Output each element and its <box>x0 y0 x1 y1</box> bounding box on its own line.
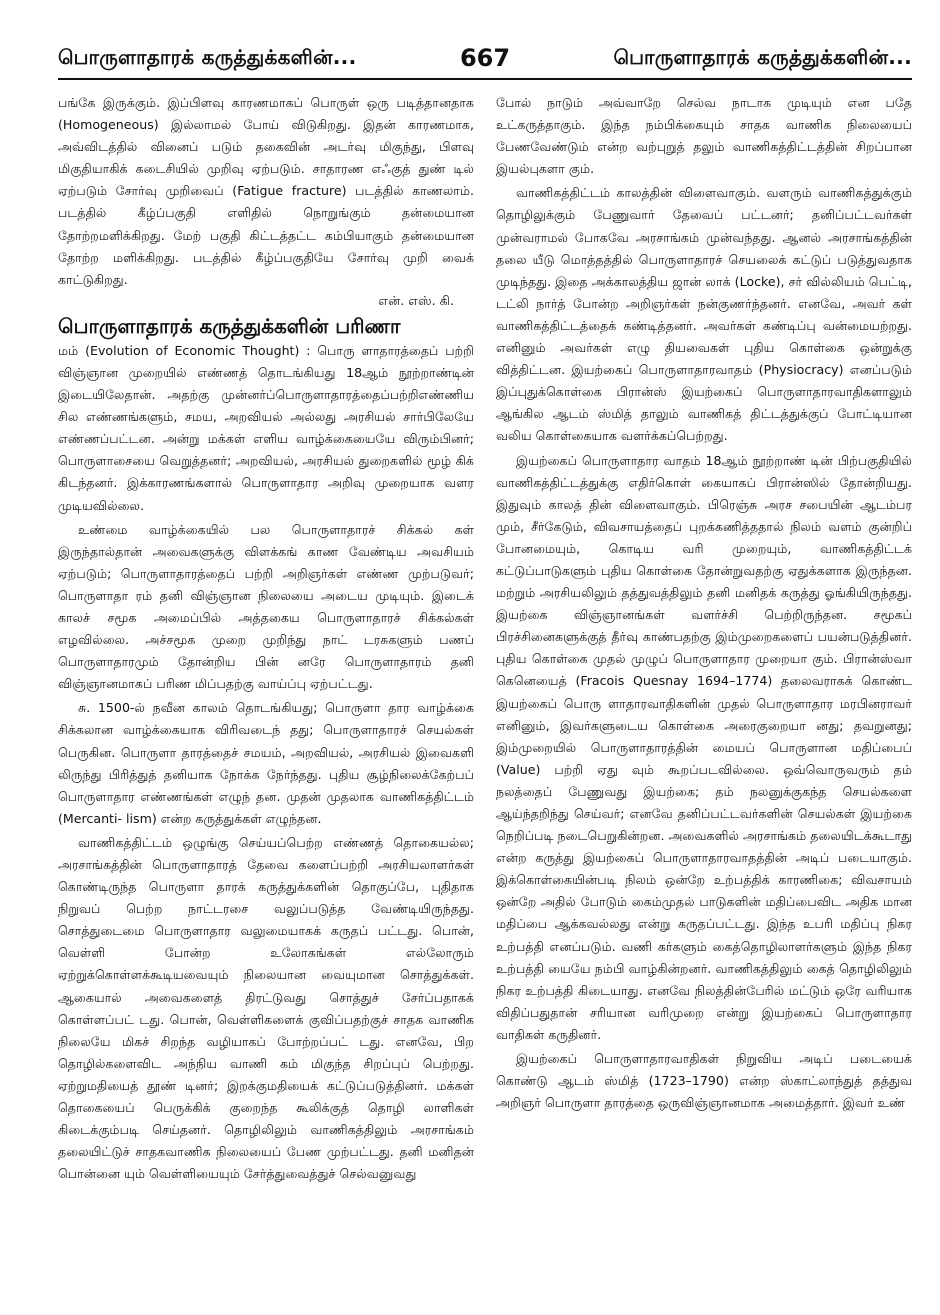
page-header <box>58 38 912 80</box>
paragraph: போல் நாடும் அவ்வாறே செல்வ நாடாக முடியும் என பதே உட்கருத்தாகும். இந்த நம்பிக்கையும் சாதக வாணிக நிலையைப் பேணவேண்டும் என்ற வற்புறுத் தலும் வாணிகத்திட்டத்தின் சிறப்பான இயல்புகளா கும். <box>496 95 912 177</box>
paragraph: வாணிகத்திட்டம் ஒழுங்கு செய்யப்பெற்ற எண்ணத் தொகையல்ல; அரசாங்கத்தின் பொருளாதாரத் தேவை களைப்பற்றி அரசியலாளர்கள் கொண்டிருந்த பொருளா தாரக் கருத்துக்களின் தொகுப்பே, புதிதாக நிறுவப் பெற்ற நாட்டரசை வலுப்படுத்த வேண்டியிருந்தது. சொத்துடைமை பொருளாதார வலுமையாகக் கருதப் பட்டது. பொன், வெள்ளி போன்ற உலோகங்கள் எல்லோரும் ஏற்றுக்கொள்ளக்கூடியவையும் நிலையான வையுமான சொத்துக்கள். ஆகையால் அவைகளைத் திரட்டுவது சொத்துச் சேர்ப்பதாகக் கொள்ளப்பட் டது. பொன், வெள்ளிகளைக் குவிப்பதற்குச் சாதக வாணிக நிலையே மிகச் சிறந்த வழியாகப் போற்றப்பட் டது. எனவே, பிற தொழில்களைவிட அந்நிய வாணி கம் மிகுந்த சிறப்புப் பெற்றது. ஏற்றுமதியைத் தூண் டினர்; இறக்குமதியைக் கட்டுப்படுத்தினர். மக்கள் தொகையைப் பெருக்கிக் குறைந்த கூலிக்குத் தொழி லாளிகள் கிடைக்கும்படி செய்தனர். தொழிலிலும் வாணிகத்திலும் அரசாங்கம் தலையிட்டுச் சாதகவாணிக நிலையைப் பேண முற்பட்டது. தனி மனிதன் பொன்னை யும் வெள்ளியையும் சேர்த்துவைத்துச் செல்வனுவது <box>58 834 474 1182</box>
paragraph: இயற்கைப் பொருளாதார வாதம் 18ஆம் நூற்றாண் டின் பிற்பகுதியில் வாணிகத்திட்டத்துக்கு எதிர்கொள் கையாகப் பிரான்ஸில் தோன்றியது. இதுவும் காலத் தின் விளைவாகும். பிரெஞ்சு அரச சபையின் ஆடம்பர மும், சீர்கேடும், விவசாயத்தைப் புறக்கணித்ததால் நிலம் வளம் குன்றிப் போனமையும், கொடிய வரி முறையும், வாணிகத்திட்டக் கட்டுப்பாடுகளும் புதிய கொள்கை தோன்றுவதற்கு ஏதுக்களாக இருந்தன. மற்றும் அரசியலிலும் தத்துவத்திலும் தனி மனிதக் கருத்து ஓங்கியிருந்தது. இயற்கை விஞ்ஞானங்கள் வளர்ச்சி பெற்றிருந்தன. சமூகப் பிரச்சினைகளுக்குத் தீர்வு காண்பதற்கு இம்முறைகளைப் பயன்படுத்தினர். புதிய கொள்கை முதல் முழுப் பொருளாதார முறையா கும். பிரான்ஸ்வா கெனெயைத் (Fracois Quesnay 1694–1774) தலைவராகக் கொண்ட இயற்கைப் பொரு ளாதாரவாதிகளின் முதல் பொருளாதார மரபினராவர் எனினும், இவர்களுடைய கொள்கை அரைகுறையா னது; தவறுனது; இம்முறையில் பொருளாதாரத்தின் மையப் பொருளான மதிப்பைப் (Value) பற்றி ஏது வும் கூறப்படவில்லை. ஒவ்வொருவரும் தம் நலத்தைப் பேணுவது இயற்கை; தம் நலனுக்குகந்த செயல்களை ஆய்ந்தறிந்து செய்வர்; எனவே தனிப்பட்டவர்களின் செயல்கள் இயற்கை நெறிப்படி நடைபெறுகின்றன. அவைகளில் அரசாங்கம் தலையிடக்கூடாது என்ற கருத்து இயற்கைப் பொருளாதாரவாதத்தின் அடிப் படையாகும். இக்கொள்கையின்படி நிலம் ஒன்றே உற்பத்திக் காரணிகை; விவசாயம் ஒன்றே அதில் போடும் கைம்முதல் பாடுகளின் மதிப்பைவிட அதிக மான மதிப்பை ஆக்கவல்லது என்று கருதப்பட்டது. இந்த உபரி மதிப்பு நிகர உற்பத்தி எனப்படும். வணி கர்களும் கைத்தொழிலாளர்களும் இந்த நிகர உற்பத்தி யையே நம்பி வாழ்கின்றனர். வாணிகத்திலும் கைத் தொழிலிலும் நிகர உற்பத்தி கிடையாது. எனவே நிலத்தின்பேரில் மட்டும் ஒரே வரியாக விதிப்பதுதான் சரியான வரிமுறை என்று இயற்கைப் பொருளாதார வாதிகள் கருதினர். <box>496 452 912 1042</box>
author-signature: என். எஸ். கி. <box>378 292 454 308</box>
running-title-left: பொருளாதாரக் கருத்துக்களின்... <box>58 44 357 69</box>
paragraph: இயற்கைப் பொருளாதாரவாதிகள் நிறுவிய அடிப் படையைக் கொண்டு ஆடம் ஸ்மித் (1723–1790) என்ற ஸ்காட்லாந்துத் தத்துவ அறிஞர் பொருளா தாரத்தை ஒருவிஞ்ஞானமாக அமைத்தார். இவர் உண் <box>496 1051 912 1111</box>
entry-title: பொருளாதாரக் கருத்துக்களின் பரிணா <box>58 313 401 338</box>
paragraph: மம் (Evolution of Economic Thought) : பொரு ளாதாரத்தைப் பற்றி விஞ்ஞான முறையில் எண்ணத் தொடங்கியது 18ஆம் நூற்றாண்டின் இடையிலேதான். அதற்கு முன்னர்ப்பொருளாதாரத்தைப்பற்றிஎண்ணிய சில எண்ணங்களும், சமய, அறவியல் அல்லது அரசியல் சார்பிலேயே எண்ணப்பட்டன. அன்று மக்கள் எளிய வாழ்க்கையையே விரும்பினர்; பொருளாசையை வெறுத்தனர்; அறவியல், அரசியல் துறைகளில் மூழ் கிக் கிடந்தனர். இக்காரணங்களால் பொருளாதார அறிவு முறையாக வளர முடியவில்லை. <box>58 342 474 513</box>
paragraph: பங்கே இருக்கும். இப்பிளவு காரணமாகப் பொருள் ஒரு படித்தானதாக (Homogeneous) இல்லாமல் போய் விடுகிறது. இதன் காரணமாக, அவ்விடத்தில் வினைப் படும் தகைவின் அடர்வு மிகுந்து, பிளவு மிகுதியாகிக் கடைசியில் முறிவு ஏற்படும். சாதாரண எஃகுத் துண் டில் ஏற்படும் சோர்வு முறிவைப் (Fatigue fracture) படத்தில் காணலாம். படத்தில் கீழ்ப்பகுதி எளிதில் நொறுங்கும் தன்மையான தோற்றமளிக்கிறது. மேற் பகுதி கிட்டத்தட்ட கம்பியாகும் தன்மையான தோற்ற மளிக்கிறது. படத்தில் கீழ்ப்பகுதியே சோர்வு முறி வைக் காட்டுகிறது. <box>58 95 474 287</box>
page-number: 667 <box>459 44 511 72</box>
paragraph: உண்மை வாழ்க்கையில் பல பொருளாதாரச் சிக்கல் கள் இருந்தால்தான் அவைகளுக்கு விளக்கங் காண வேண்டிய அவசியம் ஏற்படும்; பொருளாதாரத்தைப் பற்றி அறிஞர்கள் எண்ண முற்படுவர்; பொருளாதா ரம் தனி விஞ்ஞான நிலையை அடைய முடியும். இடைக் காலச் சமூக அமைப்பில் அத்தகைய பொருளாதாரச் சிக்கல்கள் எழவில்லை. அச்சமூக முறை முறிந்து நாட் டரசுகளும் பணப் பொருளாதாரமும் தோன்றிய பின் னரே பொருளாதாரம் தனி விஞ்ஞானமாகப் பரிண மிப்பதற்கு வாய்ப்பு ஏற்பட்டது. <box>58 521 474 692</box>
paragraph: சு. 1500-ல் நவீன காலம் தொடங்கியது; பொருளா தார வாழ்க்கை சிக்கலான வாழ்க்கையாக விரிவடைந் தது; பொருளாதாரச் செயல்கள் பெருகின. பொருளா தாரத்தைச் சமயம், அறவியல், அரசியல் இவைகளி லிருந்து பிரித்துத் தனியாக நோக்க நேர்ந்தது. புதிய சூழ்நிலைக்கேற்பப் பொருளாதார எண்ணங்கள் எழுந் தன. முதன் முதலாக வாணிகத்திட்டம் (Mercanti- lism) என்ற கருத்துக்கள் எழுந்தன. <box>58 700 474 826</box>
left-column <box>58 92 474 1307</box>
text-columns <box>58 92 912 1307</box>
running-title-right: பொருளாதாரக் கருத்துக்களின்... <box>613 44 912 69</box>
right-column <box>496 92 912 1307</box>
paragraph: வாணிகத்திட்டம் காலத்தின் விளைவாகும். வளரும் வாணிகத்துக்கும் தொழிலுக்கும் பேணுவார் தேவைப் பட்டனர்; தனிப்பட்டவர்கள் முன்வராமல் போகவே அரசாங்கம் முன்வந்தது. ஆனல் அரசாங்கத்தின் தலை யீடு மொத்தத்தில் பொருளாதாரச் செயலைக் கட்டுப் படுத்துவதாக முடிந்தது. இதை அக்காலத்திய ஜான் லாக் (Locke), சர் வில்லியம் பெட்டி, டட்லி நார்த் போன்ற அறிஞர்கள் நன்குணர்ந்தனர். எனவே, அவர் கள் வாணிகத்திட்டத்தைக் கண்டித்தனர். அவர்கள் கண்டிப்பு வன்மையற்றது. எனினும் அவர்கள் எழு தியவைகள் புதிய கொள்கை ஒன்றுக்கு வித்திட்டன. இயற்கைப் பொருளாதாரவாதம் (Physiocracy) எனப்படும் இப்புதுக்கொள்கை பிரான்ஸ் இயற்கைப் பொருளாதாரவாதிகளாலும் ஆங்கில ஆடம் ஸ்மித் தாலும் வாணிகத் திட்டத்துக்குப் போட்டியான வலிய கொள்கையாக வளர்க்கப்பெற்றது. <box>496 185 912 444</box>
